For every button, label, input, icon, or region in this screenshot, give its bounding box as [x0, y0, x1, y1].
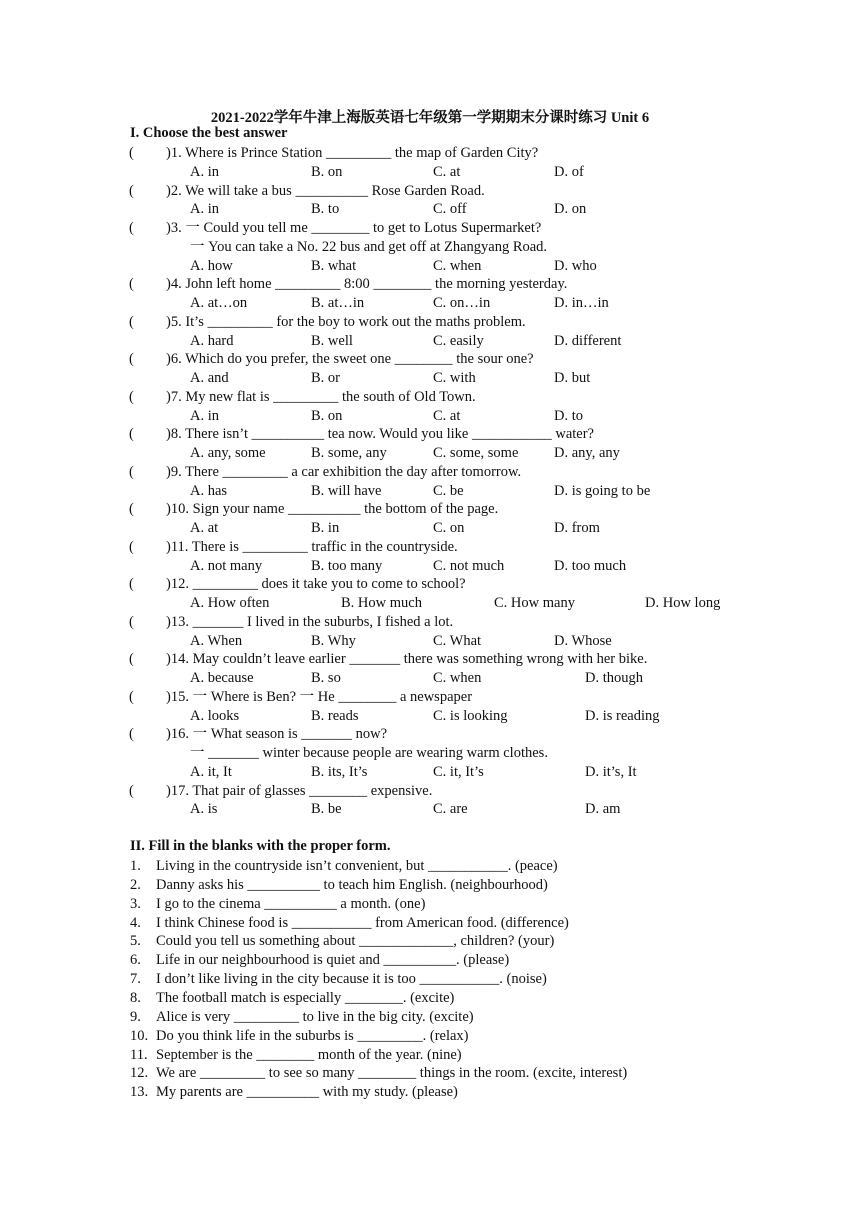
answer-option: C. with [433, 370, 476, 386]
answer-option: B. on [311, 163, 343, 180]
answer-option: D. who [554, 257, 597, 274]
fill-item-text: Danny asks his __________ to teach him English. (neighbourhood) [156, 876, 548, 893]
answer-option: B. or [311, 370, 340, 386]
answer-option: B. at…in [311, 295, 365, 311]
fill-item-number: 6. [130, 952, 141, 969]
answer-option: D. though [585, 670, 643, 686]
fill-item-number: 9. [130, 1008, 141, 1025]
fill-item-number: 4. [130, 914, 141, 931]
question-stem-continued: 一 You can take a No. 22 bus and get off at Zhangyang Road. [190, 238, 548, 255]
answer-option: C. it, It’s [433, 763, 484, 780]
answer-option: A. how [190, 257, 233, 274]
question-paren: ( [129, 145, 134, 161]
answer-option: C. off [433, 201, 467, 218]
question-paren: ( [129, 782, 134, 799]
question-stem: )1. Where is Prince Station _________ the map of Garden City? [166, 145, 539, 161]
answer-option: C. at [433, 163, 461, 180]
question-stem: )8. There isn’t __________ tea now. Would you like ___________ water? [166, 426, 594, 443]
question-paren: ( [129, 182, 134, 199]
fill-item-text: I think Chinese food is ___________ from American food. (difference) [156, 914, 569, 931]
answer-option: A. How often [190, 595, 270, 611]
question-paren: ( [129, 388, 134, 405]
question-paren: ( [129, 576, 134, 593]
fill-item-number: 11. [130, 1046, 148, 1063]
fill-item-number: 8. [130, 989, 141, 1006]
answer-option: D. from [554, 520, 600, 536]
fill-item-text: My parents are __________ with my study. (please) [156, 1084, 458, 1101]
question-stem-continued: 一 _______ winter because people are wearing warm clothes. [190, 745, 548, 761]
answer-option: D. is reading [585, 707, 660, 724]
answer-option: C. is looking [433, 707, 508, 724]
question-paren: ( [129, 351, 134, 368]
question-stem: )7. My new flat is _________ the south of Old Town. [166, 388, 476, 405]
answer-option: C. on…in [433, 295, 491, 311]
answer-option: A. not many [190, 557, 263, 574]
question-paren: ( [129, 688, 134, 705]
question-stem: )11. There is _________ traffic in the countryside. [166, 538, 458, 555]
answer-option: B. what [311, 257, 357, 274]
question-stem: )9. There _________ a car exhibition the day after tomorrow. [166, 463, 522, 480]
answer-option: A. in [190, 407, 219, 424]
answer-option: D. any, any [554, 445, 620, 461]
answer-option: B. Why [311, 632, 356, 649]
answer-option: A. When [190, 632, 243, 649]
answer-option: B. so [311, 670, 341, 686]
question-stem: )15. 一 Where is Ben? 一 He ________ a newspaper [166, 688, 473, 705]
question-stem: )17. That pair of glasses ________ expensive. [166, 782, 433, 799]
answer-option: D. in…in [554, 295, 609, 311]
answer-option: B. some, any [311, 445, 387, 461]
question-paren: ( [129, 313, 134, 330]
answer-option: C. when [433, 257, 482, 274]
fill-item-number: 7. [130, 971, 141, 988]
fill-item-number: 13. [130, 1084, 149, 1101]
answer-option: D. am [585, 801, 621, 818]
question-paren: ( [129, 463, 134, 480]
question-stem: )2. We will take a bus __________ Rose Garden Road. [166, 182, 485, 199]
answer-option: B. well [311, 332, 353, 349]
question-paren: ( [129, 501, 134, 518]
answer-option: D. How long [645, 595, 721, 611]
answer-option: D. it’s, It [585, 763, 637, 780]
question-paren: ( [129, 276, 134, 293]
section2-heading: II. Fill in the blanks with the proper form. [130, 838, 391, 854]
answer-option: A. any, some [190, 445, 266, 461]
answer-option: C. be [433, 482, 464, 499]
answer-option: A. and [190, 370, 229, 386]
answer-option: B. in [311, 520, 340, 536]
answer-option: B. reads [311, 707, 359, 724]
question-stem: )14. May couldn’t leave earlier _______ there was something wrong with her bike. [166, 651, 648, 668]
answer-option: A. at [190, 520, 219, 536]
question-paren: ( [129, 651, 134, 668]
question-paren: ( [129, 613, 134, 630]
answer-option: A. in [190, 201, 219, 218]
answer-option: D. different [554, 332, 622, 349]
question-stem: )13. _______ I lived in the suburbs, I fished a lot. [166, 613, 454, 630]
fill-item-text: September is the ________ month of the year. (nine) [156, 1046, 462, 1063]
question-paren: ( [129, 726, 134, 743]
answer-option: D. is going to be [554, 482, 651, 499]
answer-option: A. has [190, 482, 228, 499]
question-stem: )6. Which do you prefer, the sweet one ________ the sour one? [166, 351, 534, 368]
fill-item-text: Do you think life in the suburbs is _________. (relax) [156, 1027, 469, 1044]
answer-option: C. What [433, 632, 482, 649]
answer-option: A. hard [190, 332, 234, 349]
answer-option: C. when [433, 670, 482, 686]
fill-item-text: Could you tell us something about _____________, children? (your) [156, 933, 555, 950]
question-stem: )4. John left home _________ 8:00 ________ the morning yesterday. [166, 276, 568, 293]
question-stem: )16. 一 What season is _______ now? [166, 726, 388, 743]
answer-option: D. too much [554, 557, 627, 574]
answer-option: D. on [554, 201, 587, 218]
answer-option: A. because [190, 670, 254, 686]
question-paren: ( [129, 220, 134, 236]
answer-option: D. of [554, 163, 584, 180]
answer-option: A. looks [190, 707, 240, 724]
answer-option: C. are [433, 801, 468, 818]
fill-item-text: Life in our neighbourhood is quiet and __________. (please) [156, 952, 510, 969]
answer-option: C. some, some [433, 445, 519, 461]
question-stem: )5. It’s _________ for the boy to work out the maths problem. [166, 313, 526, 330]
answer-option: A. it, It [190, 763, 232, 780]
worksheet-title: 2021-2022学年牛津上海版英语七年级第一学期期末分课时练习 Unit 6 [210, 110, 650, 126]
answer-option: D. Whose [554, 632, 612, 649]
fill-item-number: 2. [130, 876, 141, 893]
fill-item-text: We are _________ to see so many ________ things in the room. (excite, interest) [156, 1065, 628, 1082]
answer-option: A. at…on [190, 295, 248, 311]
answer-option: C. easily [433, 332, 484, 349]
answer-option: B. How much [341, 595, 422, 611]
answer-option: B. its, It’s [311, 763, 368, 780]
answer-option: C. not much [433, 557, 505, 574]
answer-option: B. on [311, 407, 343, 424]
answer-option: D. but [554, 370, 591, 386]
question-stem: )3. 一 Could you tell me ________ to get to Lotus Supermarket? [166, 220, 542, 236]
fill-item-text: Living in the countryside isn’t convenient, but ___________. (peace) [156, 858, 558, 874]
fill-item-text: The football match is especially ________. (excite) [156, 989, 455, 1006]
question-paren: ( [129, 426, 134, 443]
answer-option: D. to [554, 407, 583, 424]
fill-item-number: 3. [130, 895, 141, 912]
fill-item-number: 10. [130, 1027, 149, 1044]
answer-option: B. too many [311, 557, 383, 574]
answer-option: B. to [311, 201, 340, 218]
answer-option: B. be [311, 801, 342, 818]
answer-option: C. on [433, 520, 465, 536]
answer-option: C. at [433, 407, 461, 424]
section1-heading: I. Choose the best answer [130, 125, 288, 141]
fill-item-number: 12. [130, 1065, 149, 1082]
answer-option: A. in [190, 163, 219, 180]
fill-item-text: I go to the cinema __________ a month. (one) [156, 895, 426, 912]
fill-item-text: I don’t like living in the city because it is too ___________. (noise) [156, 971, 547, 988]
fill-item-number: 5. [130, 933, 141, 950]
fill-item-text: Alice is very _________ to live in the big city. (excite) [156, 1008, 474, 1025]
answer-option: C. How many [494, 595, 575, 611]
answer-option: B. will have [311, 482, 382, 499]
question-stem: )10. Sign your name __________ the bottom of the page. [166, 501, 499, 518]
fill-item-number: 1. [130, 858, 141, 874]
question-paren: ( [129, 538, 134, 555]
question-stem: )12. _________ does it take you to come to school? [166, 576, 466, 593]
answer-option: A. is [190, 801, 218, 818]
